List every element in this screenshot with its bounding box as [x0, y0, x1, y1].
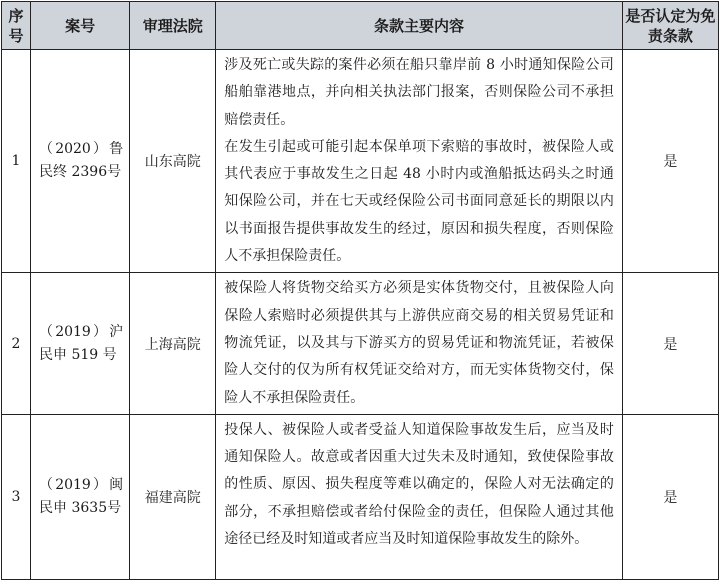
header-case-no: 案号: [31, 2, 130, 50]
table-row: [2, 273, 719, 414]
row-case-no: （2019）闽民申 3635号: [31, 414, 130, 579]
header-content: 条款主要内容: [216, 2, 623, 50]
row-exempt: 是: [622, 414, 718, 579]
header-row: [2, 2, 719, 50]
row-content: [216, 273, 623, 414]
row-court: 福建高院: [130, 414, 216, 579]
table-row: [2, 414, 719, 579]
row-case-no: （2019）沪民申 519 号: [31, 273, 130, 414]
clause-paragraph: 投保人、被保险人或者受益人知道保险事故发生后，应当及时通知保险人。故意或者因重大过失未及时通知，致使保险事故的性质、原因、损失程度等难以确定的，保险人对无法确定的部分，不承担赔偿或者给付保险金的责任，但保险人通过其他途径已经及时知道或者应当及时知道保险事故发生的除外。: [224, 421, 614, 548]
clauses-table: [1, 1, 719, 580]
clause-paragraph: 涉及死亡或失踪的案件必须在船只靠岸前 8 小时通知保险公司船舶靠港地点，并向相关执法部门报案，否则保险公司不承担赔偿责任。: [224, 57, 614, 128]
header-index: 序号: [2, 2, 31, 50]
header-court: 审理法院: [130, 2, 216, 50]
row-case-no: （2020）鲁民终 2396号: [31, 50, 130, 273]
header-exempt: 是否认定为免责条款: [622, 2, 718, 50]
row-content: [216, 414, 623, 579]
row-index: 2: [2, 273, 31, 414]
row-exempt: 是: [622, 273, 718, 414]
row-court: 山东高院: [130, 50, 216, 273]
row-court: 上海高院: [130, 273, 216, 414]
row-content: [216, 50, 623, 273]
table-row: [2, 50, 719, 273]
clause-paragraph: 在发生引起或可能引起本保单项下索赔的事故时，被保险人或其代表应于事故发生之日起 48 小时内或渔船抵达码头之时通知保险公司，并在七天或经保险公司书面同意延长的期限以内以书面报告提供事故发生的经过，原因和损失程度，否则保险人不承担保险责任。: [224, 138, 614, 265]
row-exempt: 是: [622, 50, 718, 273]
row-index: 3: [2, 414, 31, 579]
clause-paragraph: 被保险人将货物交给买方必须是实体货物交付，且被保险人向保险人索赔时必须提供其与上游供应商交易的相关贸易凭证和物流凭证，以及其与下游买方的贸易凭证和物流凭证，若被保险人交付的仅为所有权凭证交给对方，而无实体货物交付，保险人不承担保险责任。: [224, 280, 614, 406]
row-index: 1: [2, 50, 31, 273]
